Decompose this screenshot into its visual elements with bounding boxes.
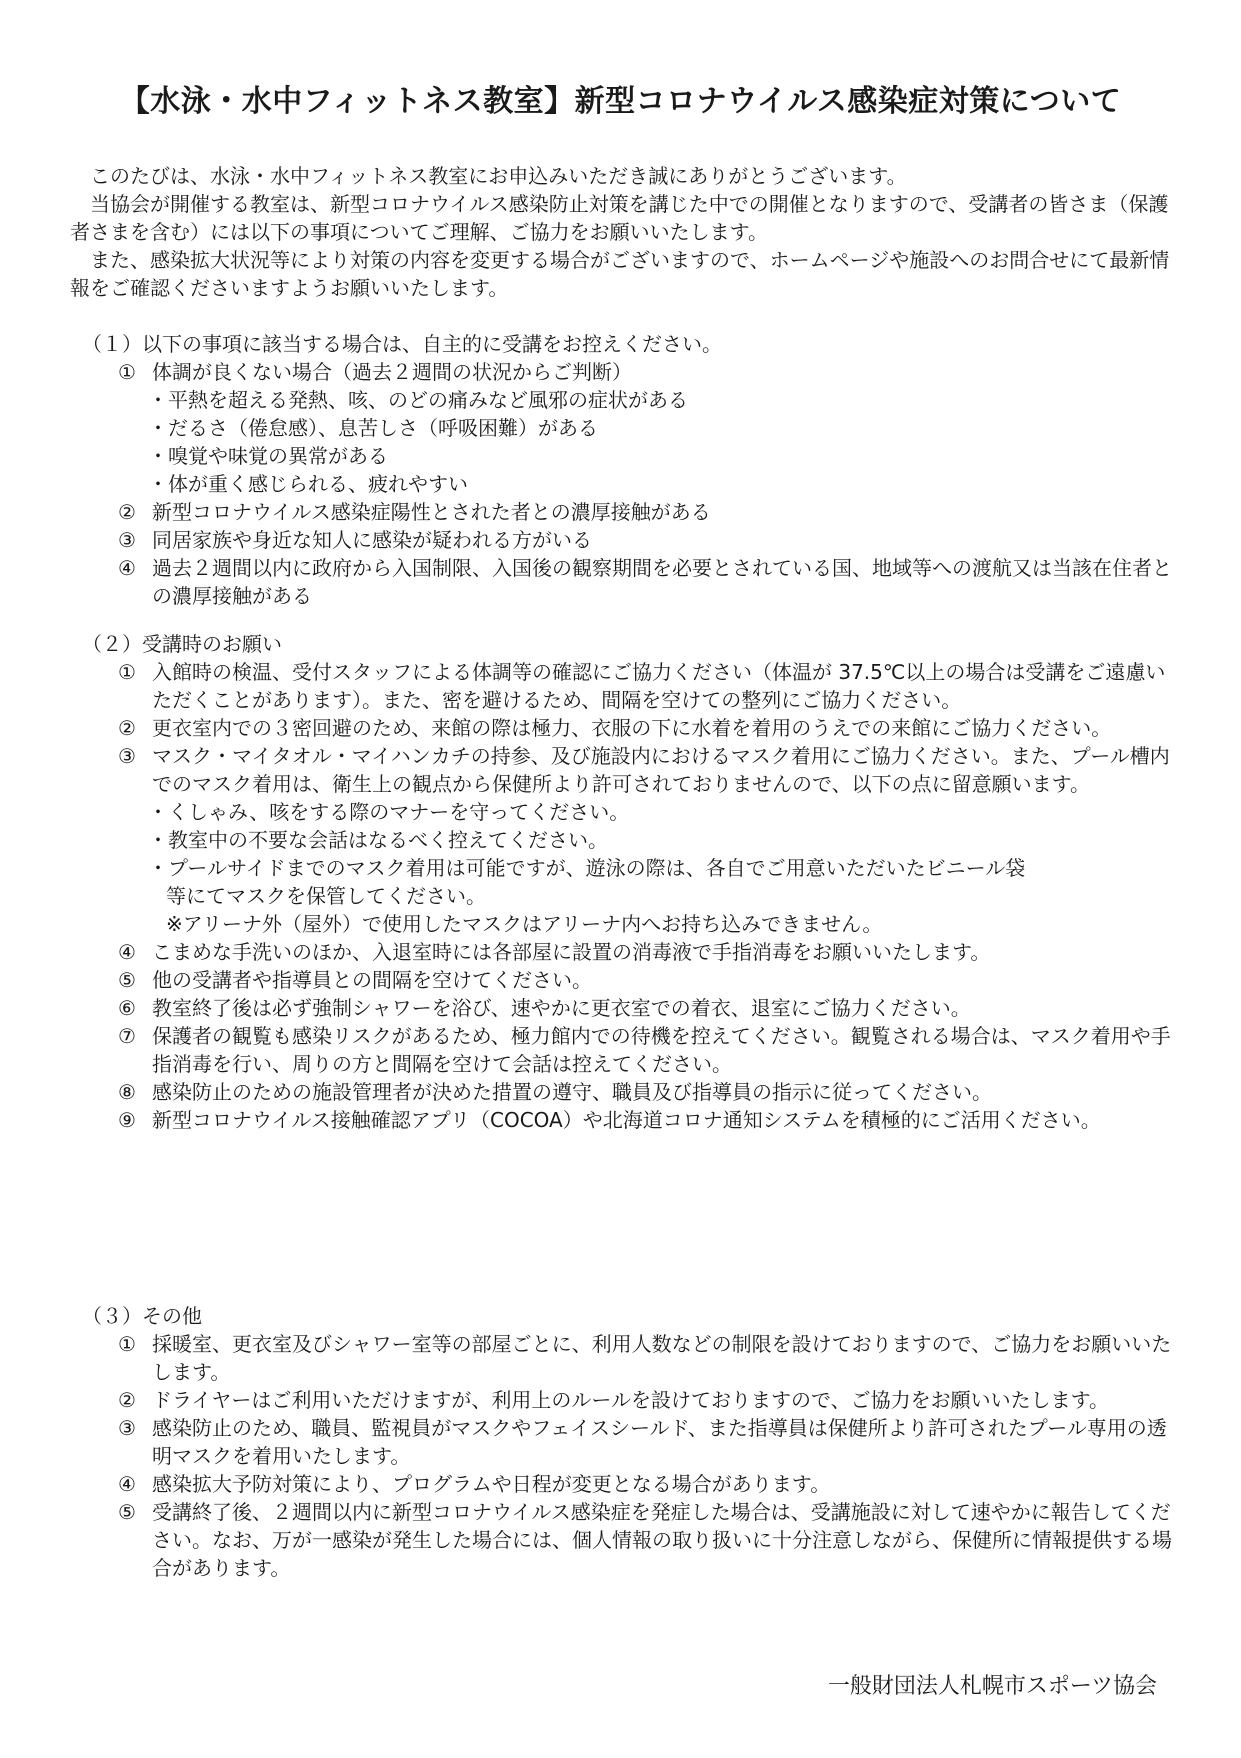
list-item — [82, 658, 1172, 714]
list-item — [82, 1078, 1172, 1106]
list-item — [82, 938, 1172, 966]
item-text: 新型コロナウイルス接触確認アプリ（COCOA）や北海道コロナ通知システムを積極的にご活用ください。 — [152, 1108, 1101, 1132]
item-marker: ① — [118, 1332, 136, 1356]
section-1-list — [82, 358, 1172, 610]
item-text: 体調が良くない場合（過去２週間の状況からご判断） — [152, 360, 632, 384]
section-heading: （２）受講時のお願い — [82, 632, 282, 656]
item-text: ドライヤーはご利用いただけますが、利用上のルールを設けておりますので、ご協力をお願いいたします。 — [152, 1388, 1109, 1412]
section-1 — [82, 330, 1172, 610]
note-text: ※アリーナ外（屋外）で使用したマスクはアリーナ内へお持ち込みできません。 — [166, 912, 883, 936]
organization-name: 一般財団法人札幌市スポーツ協会 — [827, 1674, 1157, 1699]
sub-item: ・平熱を超える発熱、咳、のどの痛みなど風邪の症状がある — [148, 388, 688, 412]
item-marker: ④ — [118, 940, 136, 964]
item-text: 感染拡大予防対策により、プログラムや日程が変更となる場合があります。 — [152, 1472, 831, 1496]
item-text: 過去２週間以内に政府から入国制限、入国後の観察期間を必要とされている国、地域等への渡航又は当該在住者との濃厚接触がある — [152, 556, 1172, 608]
item-text: 教室終了後は必ず強制シャワーを浴び、速やかに更衣室での着衣、退室にご協力ください。 — [152, 996, 971, 1020]
item-marker: ② — [118, 500, 136, 524]
list-item — [82, 554, 1172, 610]
list-item — [82, 966, 1172, 994]
intro-block — [70, 162, 1170, 302]
section-2 — [82, 630, 1172, 1134]
list-item — [82, 358, 1172, 386]
sub-item: ・プールサイドまでのマスク着用は可能ですが、遊泳の際は、各自でご用意いただいたビニール袋 — [148, 856, 1026, 880]
section-heading: （３）その他 — [82, 1304, 202, 1328]
item-marker: ⑥ — [118, 996, 136, 1020]
section-2-list — [82, 658, 1172, 1134]
item-marker: ⑨ — [118, 1108, 136, 1132]
item-text: 採暖室、更衣室及びシャワー室等の部屋ごとに、利用人数などの制限を設けておりますので、ご協力をお願いいたします。 — [152, 1332, 1172, 1384]
item-marker: ① — [118, 360, 136, 384]
item-text: 入館時の検温、受付スタッフによる体調等の確認にご協力ください（体温が 37.5℃以上の場合は受講をご遠慮いただくことがあります）。また、密を避けるため、間隔を空けての整列にご協力ください。 — [152, 660, 1166, 712]
section-3-list — [82, 1330, 1172, 1582]
sub-item: ・くしゃみ、咳をする際のマナーを守ってください。 — [148, 800, 630, 824]
item-marker: ⑤ — [118, 1500, 136, 1524]
item-marker: ② — [118, 716, 136, 740]
page-title: 【水泳・水中フィットネス教室】新型コロナウイルス感染症対策について — [119, 84, 1122, 119]
item-text: 更衣室内での３密回避のため、来館の際は極力、衣服の下に水着を着用のうえでの来館にご協力ください。 — [152, 716, 1112, 740]
item-marker: ③ — [118, 1416, 136, 1440]
item-text: 他の受講者や指導員との間隔を空けてください。 — [152, 968, 592, 992]
list-item — [82, 1022, 1172, 1078]
item-marker: ① — [118, 660, 136, 684]
item-marker: ⑦ — [118, 1024, 136, 1048]
item-text: 保護者の観覧も感染リスクがあるため、極力館内での待機を控えてください。観覧される場合は、マスク着用や手指消毒を行い、周りの方と間隔を空けて会話は控えてください。 — [152, 1024, 1171, 1076]
sub-item: ・教室中の不要な会話はなるべく控えてください。 — [148, 828, 608, 852]
item-text: 受講終了後、２週間以内に新型コロナウイルス感染症を発症した場合は、受講施設に対して速やかに報告してください。なお、万が一感染が発生した場合には、個人情報の取り扱いに十分注意しながら、保健所に情報提供する場合があります。 — [152, 1500, 1172, 1580]
item-marker: ② — [118, 1388, 136, 1412]
intro-paragraph: このたびは、水泳・水中フィットネス教室にお申込みいただき誠にありがとうございます。 — [90, 164, 907, 188]
item-marker: ⑧ — [118, 1080, 136, 1104]
item-text: 感染防止のため、職員、監視員がマスクやフェイスシールド、また指導員は保健所より許可されたプール専用の透明マスクを着用いたします。 — [152, 1416, 1167, 1468]
list-item — [82, 1414, 1172, 1470]
item-text: 感染防止のための施設管理者が決めた措置の遵守、職員及び指導員の指示に従ってください。 — [152, 1080, 992, 1104]
section-heading: （１）以下の事項に該当する場合は、自主的に受講をお控えください。 — [82, 332, 722, 356]
intro-paragraph: 当協会が開催する教室は、新型コロナウイルス感染防止対策を講じた中での開催となりますので、受講者の皆さま（保護者さまを含む）には以下の事項についてご理解、ご協力をお願いいたします。 — [70, 192, 1169, 244]
intro-paragraph: また、感染拡大状況等により対策の内容を変更する場合がございますので、ホームページや施設へのお問合せにて最新情報をご確認くださいますようお願いいたします。 — [70, 248, 1170, 300]
list-item — [82, 994, 1172, 1022]
list-item — [82, 526, 1172, 554]
item-text: 新型コロナウイルス感染症陽性とされた者との濃厚接触がある — [152, 500, 711, 524]
list-item — [82, 742, 1172, 798]
sub-item: ・嗅覚や味覚の異常がある — [148, 444, 388, 468]
item-marker: ⑤ — [118, 968, 136, 992]
item-text: こまめな手洗いのほか、入退室時には各部屋に設置の消毒液で手指消毒をお願いいたします。 — [152, 940, 991, 964]
item-marker: ③ — [118, 528, 136, 552]
item-text: マスク・マイタオル・マイハンカチの持参、及び施設内におけるマスク着用にご協力ください。また、プール槽内でのマスク着用は、衛生上の観点から保健所より許可されておりませんので、以下の点に留意願います。 — [152, 744, 1170, 796]
list-item — [82, 498, 1172, 526]
section-3 — [82, 1302, 1172, 1582]
sub-item: ・体が重く感じられる、疲れやすい — [148, 472, 468, 496]
list-item — [82, 1498, 1172, 1582]
list-item — [82, 1106, 1172, 1134]
item-marker: ④ — [118, 556, 136, 580]
list-item — [82, 714, 1172, 742]
list-item — [82, 1386, 1172, 1414]
sub-item-continued: 等にてマスクを保管してください。 — [166, 884, 486, 908]
item-marker: ④ — [118, 1472, 136, 1496]
item-text: 同居家族や身近な知人に感染が疑われる方がいる — [152, 528, 592, 552]
sub-item: ・だるさ（倦怠感）、息苦しさ（呼吸困難）がある — [148, 416, 598, 440]
list-item — [82, 1330, 1172, 1386]
list-item — [82, 1470, 1172, 1498]
item-marker: ③ — [118, 744, 136, 768]
